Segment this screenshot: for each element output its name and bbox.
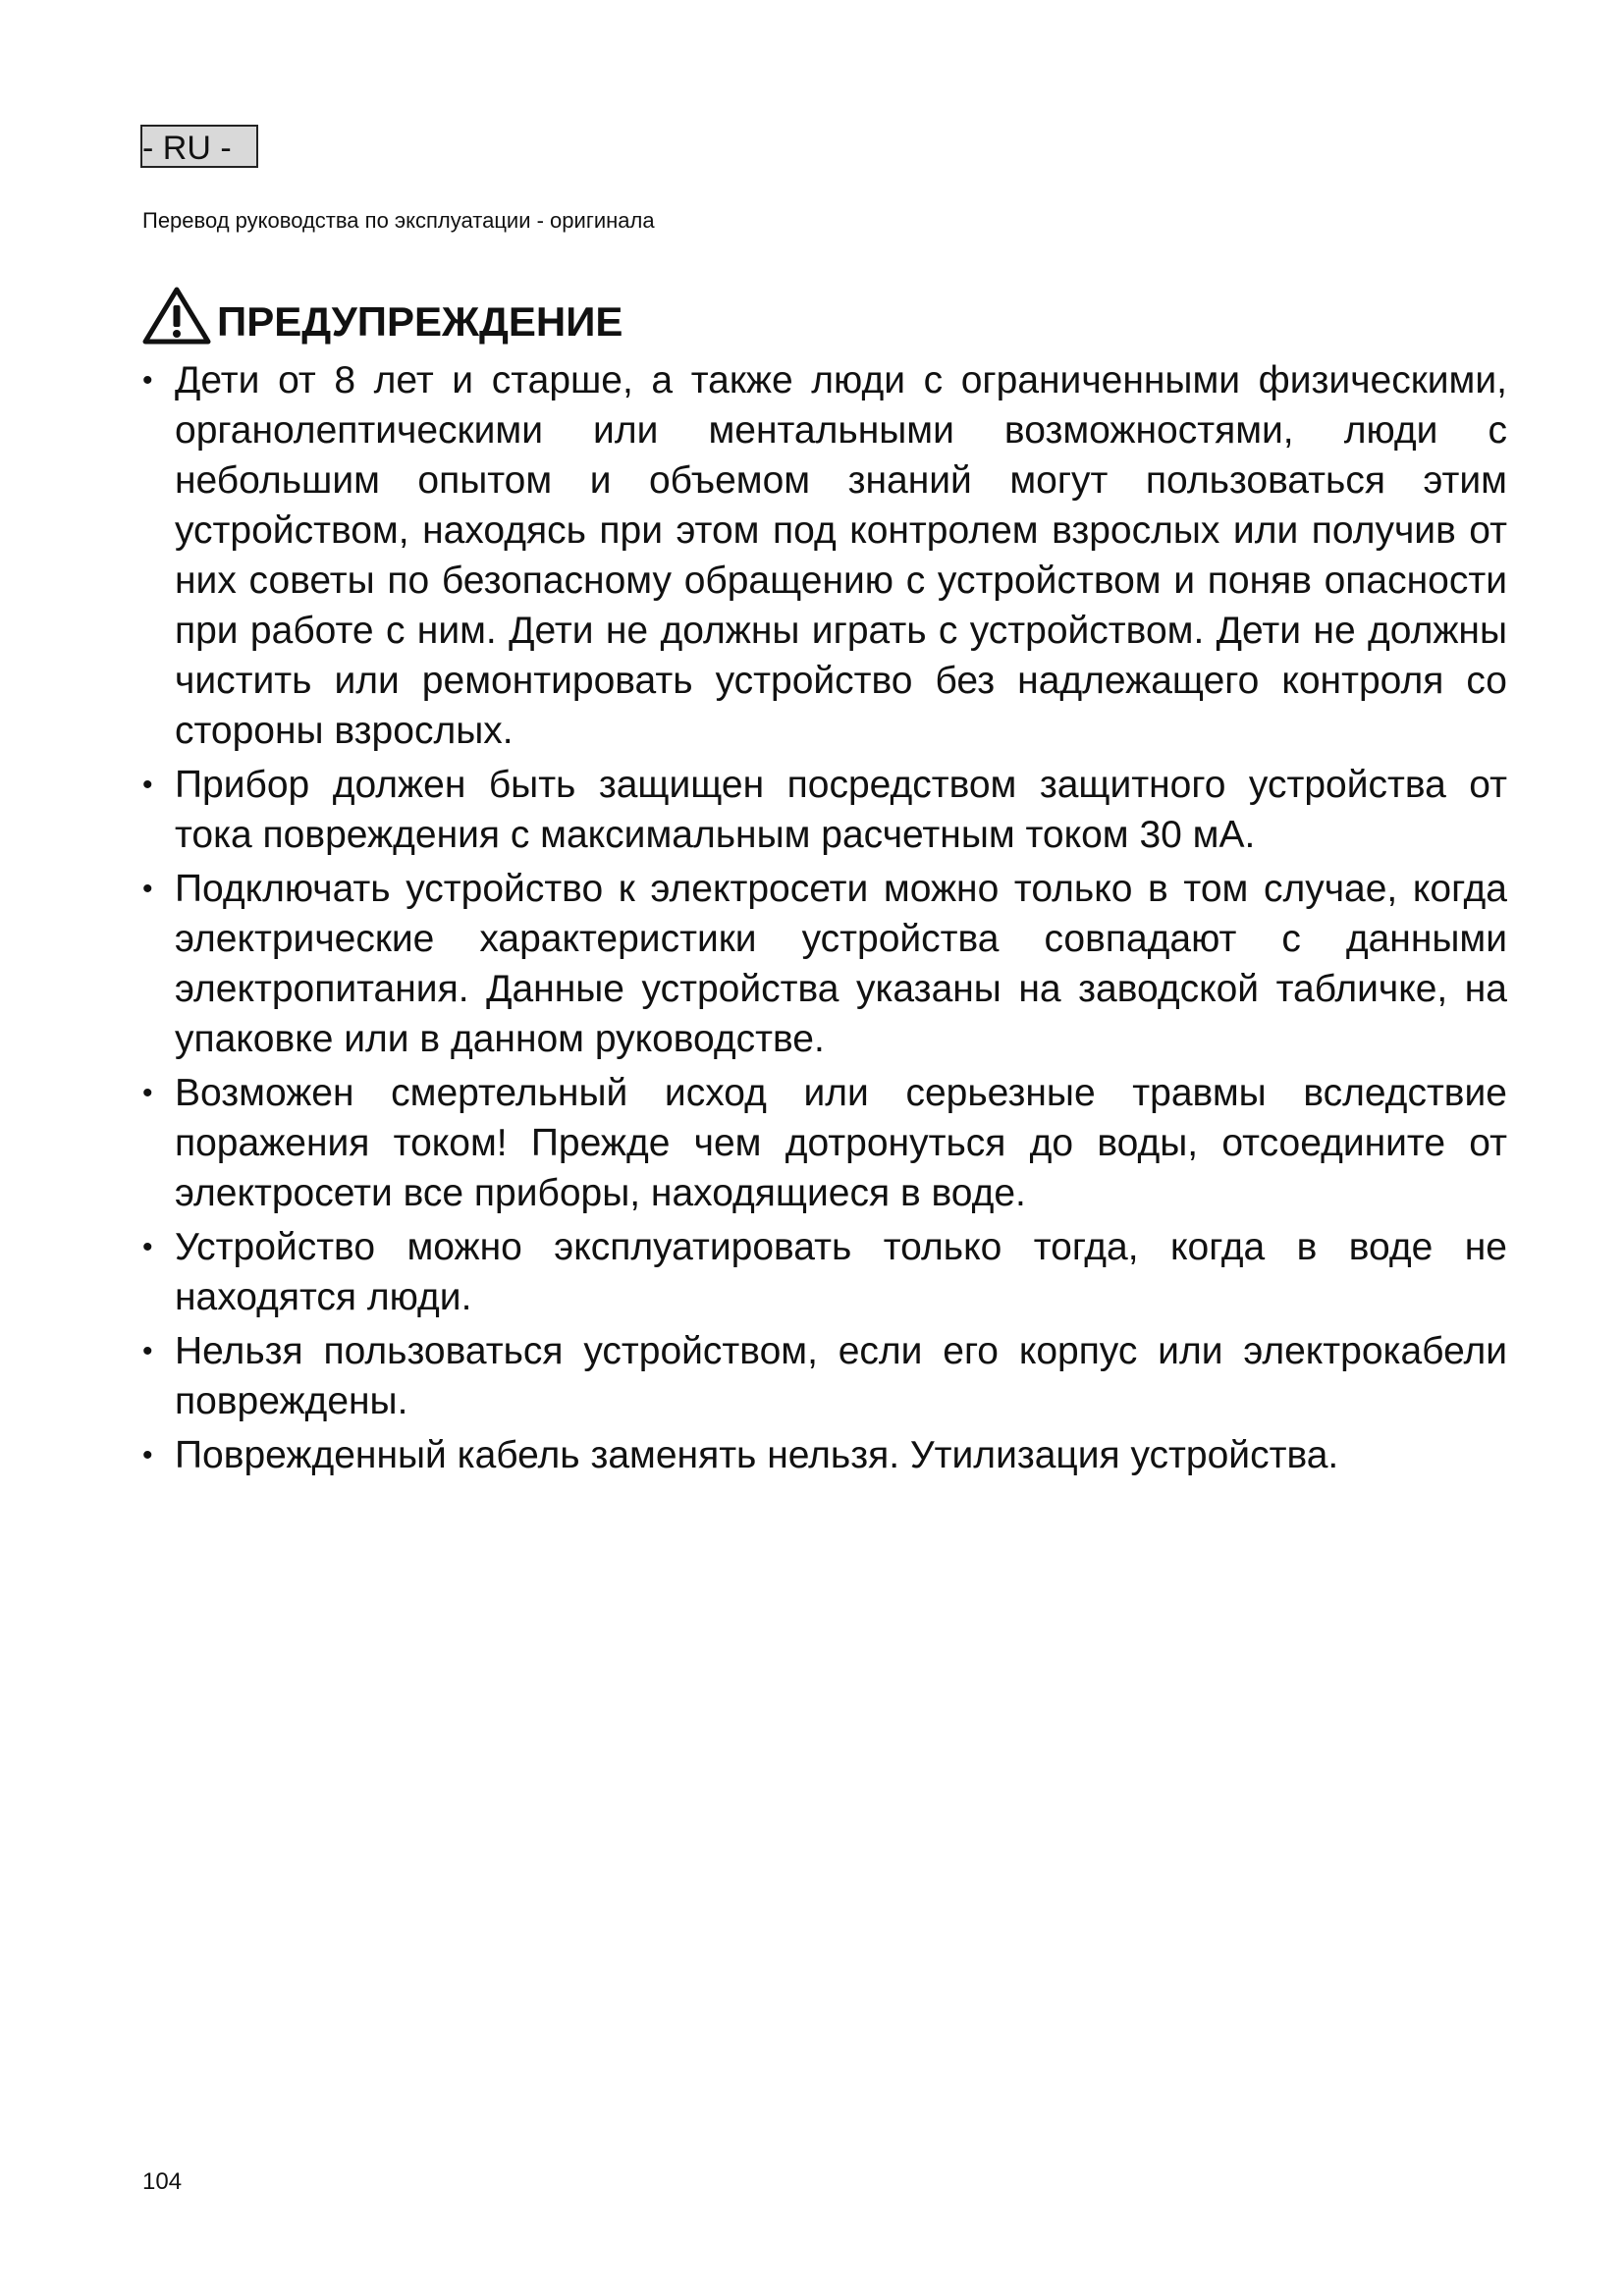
warning-triangle-icon [142, 286, 211, 345]
warning-item-text: Возможен смертельный исход или серьезные травмы вследствие поражения током! Прежде чем дотронуться до воды, отсоедините от электросети все приборы, находящиеся в воде. [175, 1072, 1507, 1214]
language-tag-text: - RU - [142, 130, 232, 167]
bullet-icon: • [142, 1335, 153, 1367]
bullet-icon: • [142, 1231, 153, 1263]
bullet-icon: • [142, 769, 153, 801]
bullet-icon: • [142, 873, 153, 905]
warning-item-text: Прибор должен быть защищен посредством защитного устройства от тока повреждения с максимальным расчетным током 30 мА. [175, 764, 1507, 856]
language-tag [140, 125, 258, 168]
bullet-icon: • [142, 1077, 153, 1109]
warning-item [142, 355, 1507, 756]
bullet-icon: • [142, 364, 153, 397]
warning-item [142, 1222, 1507, 1322]
warning-item [142, 1068, 1507, 1218]
warning-item [142, 1326, 1507, 1426]
warning-item [142, 760, 1507, 860]
warning-item [142, 1430, 1507, 1480]
warning-item-text: Нельзя пользоваться устройством, если его корпус или электрокабели повреждены. [175, 1330, 1507, 1422]
warning-list [142, 355, 1507, 1480]
warning-item-text: Подключать устройство к электросети можно только в том случае, когда электрические характеристики устройства совпадают с данными электропитания. Данные устройства указаны на заводской табличке, на упаковке или в данном руководстве. [175, 868, 1507, 1060]
warning-item-text: Устройство можно эксплуатировать только тогда, когда в воде не находятся люди. [175, 1226, 1507, 1318]
warning-title: ПРЕДУПРЕЖДЕНИЕ [217, 298, 623, 345]
bullet-icon: • [142, 1439, 153, 1471]
warning-heading [142, 270, 623, 345]
warning-item-text: Поврежденный кабель заменять нельзя. Утилизация устройства. [175, 1434, 1339, 1476]
warning-content [142, 355, 1507, 1484]
warning-item [142, 864, 1507, 1064]
document-note: Перевод руководства по эксплуатации - оригинала [142, 208, 655, 233]
page-number: 104 [142, 2168, 183, 2195]
warning-item-text: Дети от 8 лет и старше, а также люди с ограниченными физическими, органолептическими или ментальными возможностями, люди с небольшим опытом и объемом знаний могут пользоваться этим устройством, находясь при этом под контролем взрослых или получив от них советы по безопасному обращению с устройством и поняв опасности при работе с ним. Дети не должны играть с устройством. Дети не должны чистить или ремонтировать устройство без надлежащего контроля со стороны взрослых. [175, 359, 1507, 752]
